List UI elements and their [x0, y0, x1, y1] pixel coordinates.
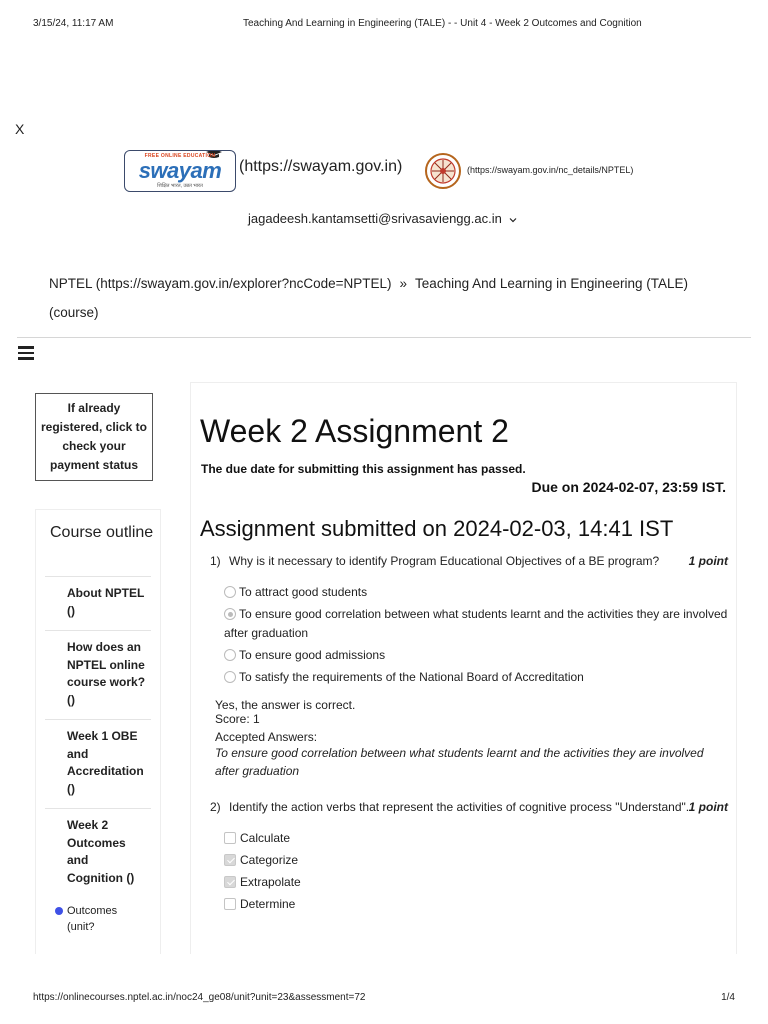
answer-option[interactable]	[224, 605, 728, 643]
question-header	[210, 799, 728, 815]
answer-options	[210, 583, 728, 687]
close-button[interactable]: X	[15, 121, 25, 137]
swayam-link[interactable]: (https://swayam.gov.in)	[239, 158, 403, 175]
outline-item-week-2[interactable]: Week 2 Outcomes and Cognition ()	[45, 808, 151, 897]
breadcrumb-course-link[interactable]: Teaching And Learning in Engineering (TALE) (course)	[49, 276, 688, 320]
option-label: Determine	[240, 897, 296, 911]
question-text: Why is it necessary to identify Program Educational Objectives of a BE program?	[229, 554, 660, 568]
option-label: Calculate	[240, 831, 291, 845]
checkbox-checked[interactable]	[224, 854, 236, 866]
payment-status-button[interactable]: If already registered, click to check your payment status	[35, 393, 153, 481]
question-2	[210, 799, 728, 917]
user-menu[interactable]	[248, 211, 517, 226]
option-label: Extrapolate	[240, 875, 301, 889]
answer-option[interactable]	[224, 851, 728, 870]
answer-options	[210, 829, 728, 914]
swayam-logo[interactable]	[124, 150, 236, 192]
chevron-down-icon	[509, 216, 517, 224]
outline-subitem-outcomes[interactable]	[45, 897, 151, 935]
assignment-panel	[190, 382, 737, 954]
question-text: Identify the action verbs that represent the activities of cognitive process "Understand".	[229, 800, 690, 814]
header-divider	[17, 337, 751, 338]
feedback-result: Yes, the answer is correct.	[215, 698, 356, 712]
print-doc-title: Teaching And Learning in Engineering (TALE) - - Unit 4 - Week 2 Outcomes and Cognition	[243, 18, 642, 29]
accepted-answer: To ensure good correlation between what students learnt and the activities they are involved after graduation	[215, 746, 704, 778]
print-datetime: 3/15/24, 11:17 AM	[33, 18, 114, 29]
course-outline-list	[45, 576, 151, 935]
radio-button[interactable]	[224, 671, 236, 683]
option-label: Categorize	[240, 853, 299, 867]
menu-icon[interactable]	[18, 346, 34, 360]
breadcrumb-separator: »	[399, 276, 408, 291]
swayam-subtitle: शिक्षित भारत, उन्नत भारत	[157, 183, 203, 189]
option-label: To ensure good correlation between what students learnt and the activities they are involved after graduation	[224, 607, 728, 640]
course-outline	[35, 509, 161, 954]
submission-status: Assignment submitted on 2024-02-03, 14:41 IST	[200, 516, 674, 541]
checkbox-checked[interactable]	[224, 876, 236, 888]
swayam-tagline: FREE ONLINE EDUCATION	[144, 153, 216, 159]
answer-option[interactable]	[224, 668, 728, 687]
checkbox[interactable]	[224, 832, 236, 844]
answer-option[interactable]	[224, 873, 728, 892]
swayam-wordmark: swayam	[138, 158, 222, 183]
breadcrumb-nptel-link[interactable]: NPTEL (https://swayam.gov.in/explorer?ncCode=NPTEL)	[49, 276, 392, 291]
due-date: Due on 2024-02-07, 23:59 IST.	[531, 479, 726, 495]
print-header	[33, 18, 735, 32]
answer-option[interactable]	[224, 895, 728, 914]
nptel-link[interactable]: (https://swayam.gov.in/nc_details/NPTEL)	[467, 165, 634, 175]
feedback-score: Score: 1	[215, 712, 260, 726]
radio-button[interactable]	[224, 586, 236, 598]
nptel-logo-icon[interactable]	[424, 152, 462, 190]
question-number: 2)	[210, 800, 221, 814]
outline-item-about-nptel[interactable]: About NPTEL ()	[45, 576, 151, 630]
print-footer-url: https://onlinecourses.nptel.ac.in/noc24_ge08/unit?unit=23&assessment=72	[33, 992, 366, 1003]
user-email: jagadeesh.kantamsetti@srivasaviengg.ac.in	[248, 211, 502, 226]
outline-item-how-it-works[interactable]: How does an NPTEL online course work? ()	[45, 630, 151, 719]
option-label: To attract good students	[239, 585, 368, 599]
radio-button[interactable]	[224, 649, 236, 661]
question-header	[210, 553, 728, 569]
answer-option[interactable]	[224, 829, 728, 848]
accepted-answers-label: Accepted Answers:	[215, 730, 318, 744]
brand-row	[124, 146, 664, 198]
option-label: To ensure good admissions	[239, 648, 386, 662]
outline-item-week-1[interactable]: Week 1 OBE and Accreditation ()	[45, 719, 151, 808]
print-page-number: 1/4	[721, 992, 735, 1003]
current-unit-dot-icon	[55, 907, 63, 915]
question-1	[210, 553, 728, 780]
checkbox[interactable]	[224, 898, 236, 910]
question-points: 1 point	[688, 554, 728, 568]
outline-subitem-label: Outcomes (unit?	[67, 905, 118, 933]
breadcrumb	[49, 269, 709, 327]
question-points: 1 point	[688, 800, 728, 814]
answer-option[interactable]	[224, 646, 728, 665]
answer-option[interactable]	[224, 583, 728, 602]
option-label: To satisfy the requirements of the National Board of Accreditation	[239, 670, 584, 684]
due-passed-note: The due date for submitting this assignment has passed.	[201, 462, 526, 476]
radio-button-selected[interactable]	[224, 608, 236, 620]
print-footer	[33, 992, 735, 1006]
answer-feedback	[210, 698, 728, 780]
question-number: 1)	[210, 554, 221, 568]
course-outline-title: Course outline	[50, 524, 154, 541]
assignment-title: Week 2 Assignment 2	[200, 413, 509, 449]
